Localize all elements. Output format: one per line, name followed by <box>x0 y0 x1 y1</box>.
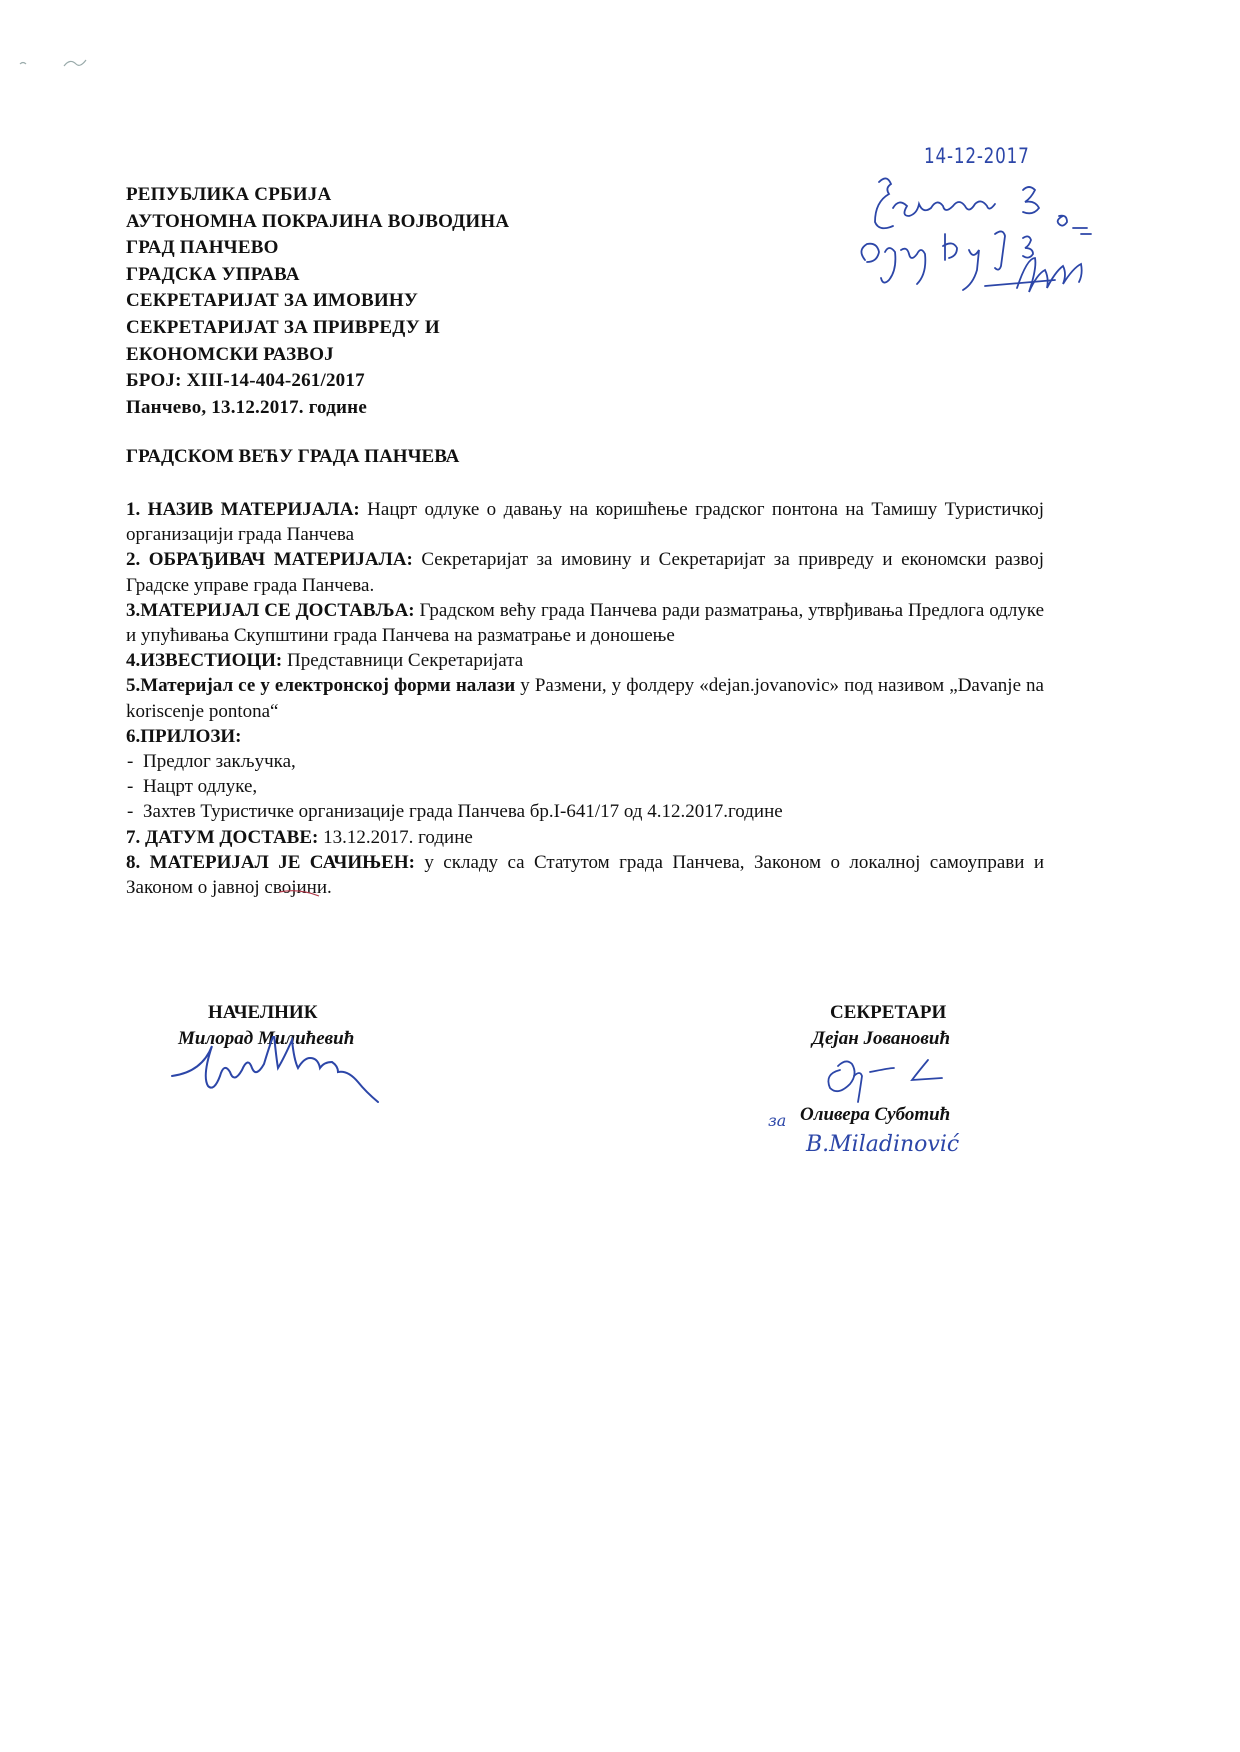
signature-name-secretary-2: Оливера Суботић <box>800 1104 951 1125</box>
item-label: 2. ОБРАЂИВАЧ МАТЕРИЈАЛА: <box>126 549 413 571</box>
signature-title-secretaries: СЕКРЕТАРИ <box>830 1002 947 1023</box>
header-line-country: РЕПУБЛИКА СРБИЈА <box>126 184 332 205</box>
attachment-text: Захтев Туристичке организације града Панчева бр.I-641/17 од 4.12.2017.године <box>143 801 783 823</box>
header-line-economic-development: ЕКОНОМСКИ РАЗВОЈ <box>126 343 334 365</box>
item-label: 6.ПРИЛОЗИ: <box>126 725 242 747</box>
item-text: Представници Секретаријата <box>282 650 524 672</box>
item-text: Градском већу града Панчева ради разматрања, утврђивања Предлога одлуке и упућивања Скупштини града Панчева на разматрање и доношење <box>126 599 1044 647</box>
addressee: ГРАДСКОМ ВЕЋУ ГРАДА ПАНЧЕВА <box>126 446 460 467</box>
signature-secretary-2-handwritten: B.Miladinović <box>806 1132 960 1157</box>
item-label: 8. МАТЕРИЈАЛ ЈЕ САЧИЊЕН: <box>126 851 415 873</box>
handwritten-delivery-note <box>845 168 1125 328</box>
item-prepared-in-accordance <box>126 850 1044 900</box>
item-label: 1. НАЗИВ МАТЕРИЈАЛА: <box>126 499 360 520</box>
signature-chief-scrawl <box>168 1036 438 1106</box>
header-line-secretariat-economy: СЕКРЕТАРИЈАТ ЗА ПРИВРЕДУ И <box>126 316 440 338</box>
item-rapporteurs <box>126 648 1044 673</box>
item-material-preparer <box>126 547 1044 597</box>
item-attachments-heading <box>126 724 1044 749</box>
header-line-city: ГРАД ПАНЧЕВО <box>126 237 279 259</box>
institution-header <box>126 182 686 421</box>
signature-name-secretary-1: Дејан Јовановић <box>812 1028 951 1049</box>
item-delivery-date <box>126 825 1044 850</box>
item-material-title <box>126 497 1044 547</box>
item-text: у Размени, у фолдеру «dejan.jovanovic» под називом „Davanje na koriscenje pontona“ <box>126 675 1044 722</box>
item-label: 4.ИЗВЕСТИОЦИ: <box>126 650 283 672</box>
item-label: 5.Материјал се у електронској форми налази <box>126 675 516 697</box>
signature-title-chief: НАЧЕЛНИК <box>208 1002 318 1023</box>
header-line-administration: ГРАДСКА УПРАВА <box>126 263 300 285</box>
attachment-text: Нацрт одлуке, <box>143 776 258 798</box>
document-body <box>126 497 1044 900</box>
item-label: 3.МАТЕРИЈАЛ СЕ ДОСТАВЉА: <box>126 599 415 621</box>
received-date-stamp: 14-12-2017 <box>924 144 1030 168</box>
header-line-province: АУТОНОМНА ПОКРАЈИНА ВОЈВОДИНА <box>126 210 510 232</box>
header-line-secretariat-property: СЕКРЕТАРИЈАТ ЗА ИМОВИНУ <box>126 290 419 312</box>
item-text: Секретаријат за имовину и Секретаријат за привреду и економски развој Градске управе града Панчева. <box>126 549 1044 596</box>
pen-mark <box>277 888 323 902</box>
attachment-text: Предлог закључка, <box>143 751 296 773</box>
signature-name-chief: Милорад Милићевић <box>178 1028 355 1049</box>
attachment-item: - Захтев Туристичке организације града Панчева бр.I-641/17 од 4.12.2017.године <box>127 801 783 823</box>
item-material-delivered-to <box>126 598 1044 648</box>
item-label: 7. ДАТУМ ДОСТАВЕ: <box>126 826 319 848</box>
attachment-item: - Нацрт одлуке, <box>127 776 258 798</box>
item-text: 13.12.2017. године <box>318 826 473 848</box>
item-electronic-location <box>126 673 1044 723</box>
header-line-reference-number: БРОЈ: XIII-14-404-261/2017 <box>126 370 365 392</box>
item-text: у складу са Статутом града Панчева, Законом о локалној самоуправи и Законом о јавној својини. <box>126 851 1045 899</box>
header-line-place-date: Панчево, 13.12.2017. године <box>126 396 367 418</box>
corner-scan-marks <box>16 52 106 82</box>
signature-secretary-1-scrawl <box>800 1046 980 1104</box>
item-text: Нацрт одлуке о давању на коришћење градског понтона на Тамишу Туристичкој организацији града Панчева <box>126 499 1044 546</box>
on-behalf-mark: за <box>768 1111 787 1130</box>
attachment-item: - Предлог закључка, <box>127 751 296 773</box>
